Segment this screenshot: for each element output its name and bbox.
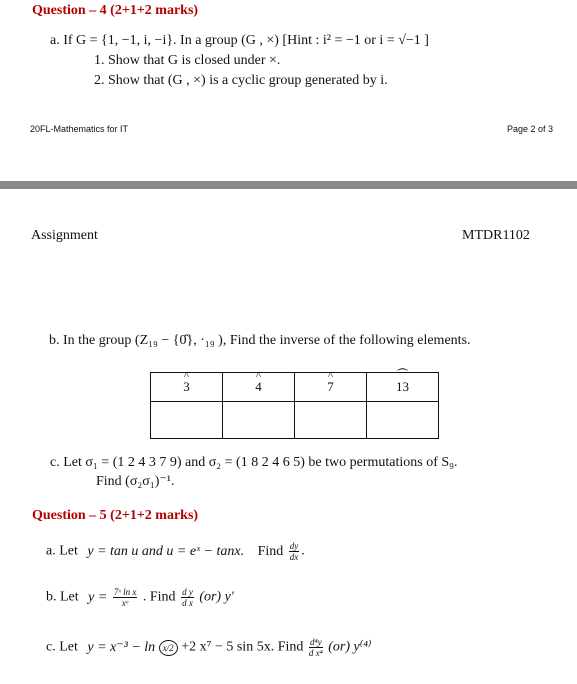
q5-b-y: y =	[88, 589, 108, 605]
q5-c-or: (or) y⁽⁴⁾	[328, 639, 372, 655]
element-3: ^ 3	[183, 379, 190, 395]
q5-a-derivative	[289, 541, 300, 562]
frac-denominator: xᵉ	[121, 598, 129, 608]
element-7: ^ 7	[327, 379, 334, 395]
q5-c-math-1: y = x⁻³ − ln	[87, 639, 156, 655]
frac-denominator: d x	[182, 598, 193, 608]
q5-part-b	[46, 587, 234, 608]
table-header-cell	[223, 373, 295, 402]
table-answer-cell	[151, 402, 223, 439]
frac-numerator: 7ˣ ln x	[113, 587, 137, 597]
q5-b-fraction	[113, 587, 138, 608]
footer-course: 20FL-Mathematics for IT	[30, 124, 129, 134]
page-divider	[0, 181, 577, 189]
element-13: ⏜ 13	[396, 379, 409, 395]
frac-numerator: dy	[289, 541, 299, 551]
q5-a-find: Find	[257, 543, 284, 559]
footer-page-number: Page 2 of 3	[507, 124, 554, 134]
element-4: ^ 4	[255, 379, 262, 395]
table-answer-cell	[295, 402, 367, 439]
table-answer-cell	[223, 402, 295, 439]
q5-c-derivative	[309, 637, 323, 658]
frac-numerator: d y	[182, 587, 193, 597]
frac-denominator: d x⁴	[308, 648, 323, 658]
q5-b-or: (or) y′	[199, 589, 234, 605]
q5-b-derivative	[181, 587, 194, 608]
q4-part-c-line-2: Find (σ₂σ₁)⁻¹.	[96, 474, 175, 489]
q5-c-paren: x/2	[159, 640, 178, 656]
q5-c-math-2: +2 x⁷ − 5 sin 5x. Find	[181, 639, 304, 655]
frac-denominator: dx	[289, 552, 299, 562]
q4-part-c-line-1: c. Let σ₁ = (1 2 4 3 7 9) and σ₂ = (1 8 2 4 6 5) be two permutations of S₉.	[50, 455, 458, 470]
question-5-title: Question – 5 (2+1+2 marks)	[32, 508, 199, 523]
q5-part-a: a. Let y = tan u and u = eˣ − tanx. Find $\frac{dy}{dx}$ .	[46, 541, 305, 562]
q4-part-a-item-2: 2. Show that (G , ×) is a cyclic group generated by i.	[94, 73, 388, 88]
table-header-cell	[151, 373, 223, 402]
header-course-code: MTDR1102	[462, 228, 530, 243]
frac-numerator: d⁴y	[310, 637, 322, 647]
q4-part-a: a. If G = {1, −1, i, −i}. In a group (G , ×) [Hint : i² = −1 or i = √−1 ]	[50, 33, 429, 48]
q5-b-prefix: b. Let	[46, 589, 79, 605]
header-assignment: Assignment	[31, 228, 98, 243]
inverse-table	[150, 372, 439, 439]
q5-b-find: . Find	[142, 589, 176, 605]
question-4-title: Question – 4 (2+1+2 marks)	[32, 3, 199, 18]
q5-a-prefix: a. Let	[46, 543, 78, 559]
q4-part-b: b. In the group (Z₁₉ − {0̂}, ·₁₉ ), Find the inverse of the following elements.	[49, 333, 471, 348]
q5-part-c	[46, 637, 371, 658]
q5-a-math: y = tan u and u = eˣ − tanx.	[87, 543, 245, 559]
q5-c-prefix: c. Let	[46, 639, 78, 655]
table-header-cell	[367, 373, 439, 402]
page-gap	[0, 189, 577, 195]
q4-part-a-item-1: 1. Show that G is closed under ×.	[94, 53, 281, 68]
table-header-cell	[295, 373, 367, 402]
table-answer-cell	[367, 402, 439, 439]
